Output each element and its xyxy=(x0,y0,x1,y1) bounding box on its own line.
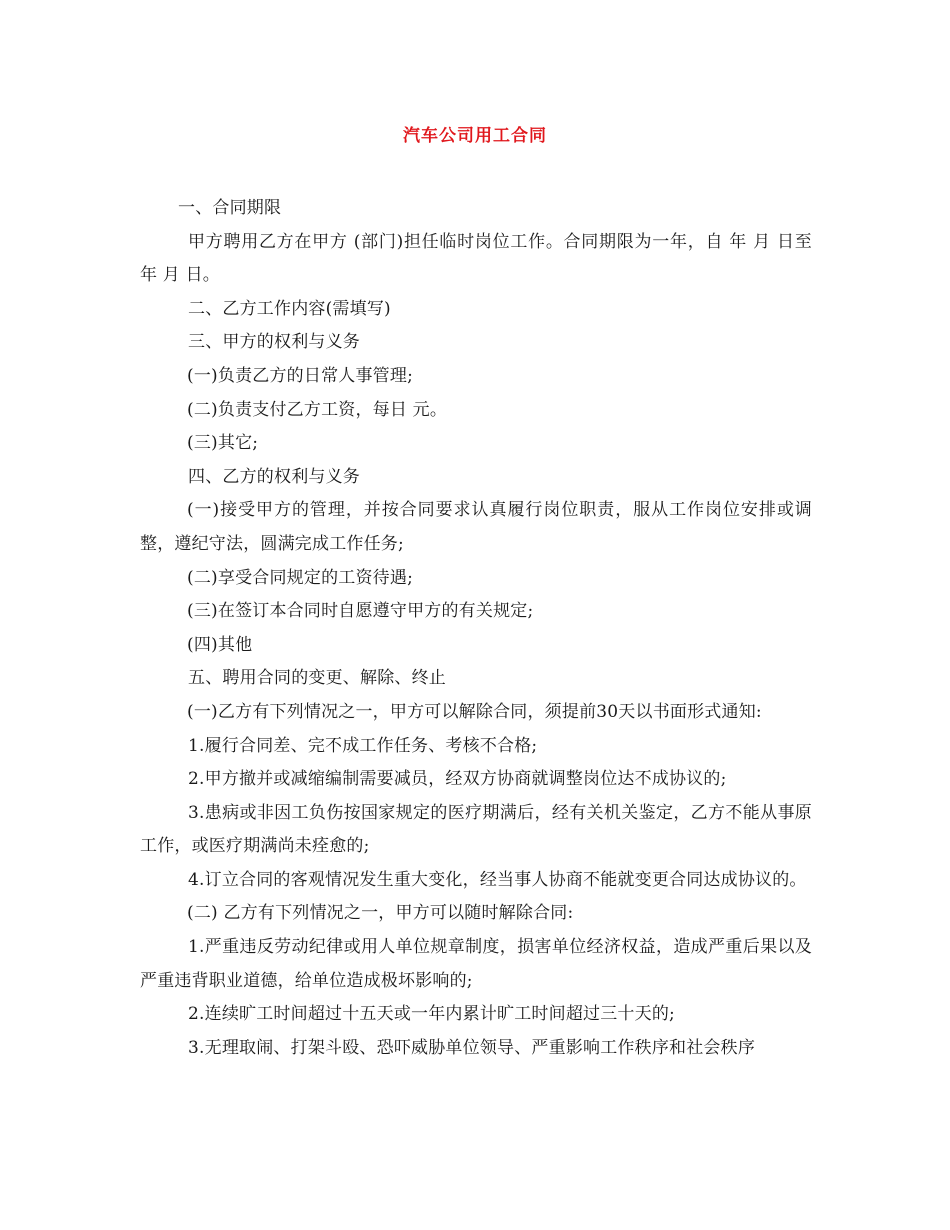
paragraph-3-3: (三)其它; xyxy=(187,433,259,454)
document-body xyxy=(140,192,812,1065)
paragraph-5-1: (一)乙方有下列情况之一，甲方可以解除合同，须提前30天以书面形式通知: xyxy=(187,701,762,722)
paragraph-5-2-item-2: 2.连续旷工时间超过十五天或一年内累计旷工时间超过三十天的; xyxy=(188,1004,675,1025)
paragraph-section-1-heading: 一、合同期限 xyxy=(178,198,282,218)
paragraph-5-2-item-1: 1.严重违反劳动纪律或用人单位规章制度，损害单位经济权益，造成严重后果以及严重违背职业道德，给单位造成极坏影响的; xyxy=(140,937,812,991)
paragraph-5-1-item-2: 2.甲方撤并或减缩编制需要减员，经双方协商就调整岗位达不成协议的; xyxy=(188,769,727,790)
paragraph-5-1-item-4: 4.订立合同的客观情况发生重大变化，经当事人协商不能就变更合同达成协议的。 xyxy=(188,869,807,890)
paragraph-4-2: (二)享受合同规定的工资待遇; xyxy=(187,567,413,588)
paragraph-5-2-item-3: 3.无理取闹、打架斗殴、恐吓威胁单位领导、严重影响工作秩序和社会秩序 xyxy=(188,1037,756,1058)
paragraph-3-1: (一)负责乙方的日常人事管理; xyxy=(187,365,413,386)
paragraph-section-2-heading: 二、乙方工作内容(需填写) xyxy=(188,298,391,319)
paragraph-4-3: (三)在签订本合同时自愿遵守甲方的有关规定; xyxy=(187,601,534,622)
paragraph-section-4-heading: 四、乙方的权利与义务 xyxy=(188,466,360,487)
paragraph-5-1-item-1: 1.履行合同差、完不成工作任务、考核不合格; xyxy=(188,735,538,756)
paragraph-4-4: (四)其他 xyxy=(187,634,253,655)
document-title: 汽车公司用工合同 xyxy=(403,126,547,146)
paragraph-3-2: (二)负责支付乙方工资，每日 元。 xyxy=(187,399,448,420)
paragraph-5-1-item-3: 3.患病或非因工负伤按国家规定的医疗期满后，经有关机关鉴定，乙方不能从事原工作，或医疗期满尚未痊愈的; xyxy=(140,802,812,857)
paragraph-contract-term: 甲方聘用乙方在甲方 (部门)担任临时岗位工作。合同期限为一年，自 年 月 日至 年 月 日。 xyxy=(140,231,812,286)
paragraph-section-5-heading: 五、聘用合同的变更、解除、终止 xyxy=(188,668,446,689)
paragraph-5-2: (二) 乙方有下列情况之一，甲方可以随时解除合同: xyxy=(187,903,574,924)
paragraph-section-3-heading: 三、甲方的权利与义务 xyxy=(188,332,360,353)
paragraph-4-1: (一)接受甲方的管理，并按合同要求认真履行岗位职责，服从工作岗位安排或调整，遵纪守法，圆满完成工作任务; xyxy=(140,500,812,554)
